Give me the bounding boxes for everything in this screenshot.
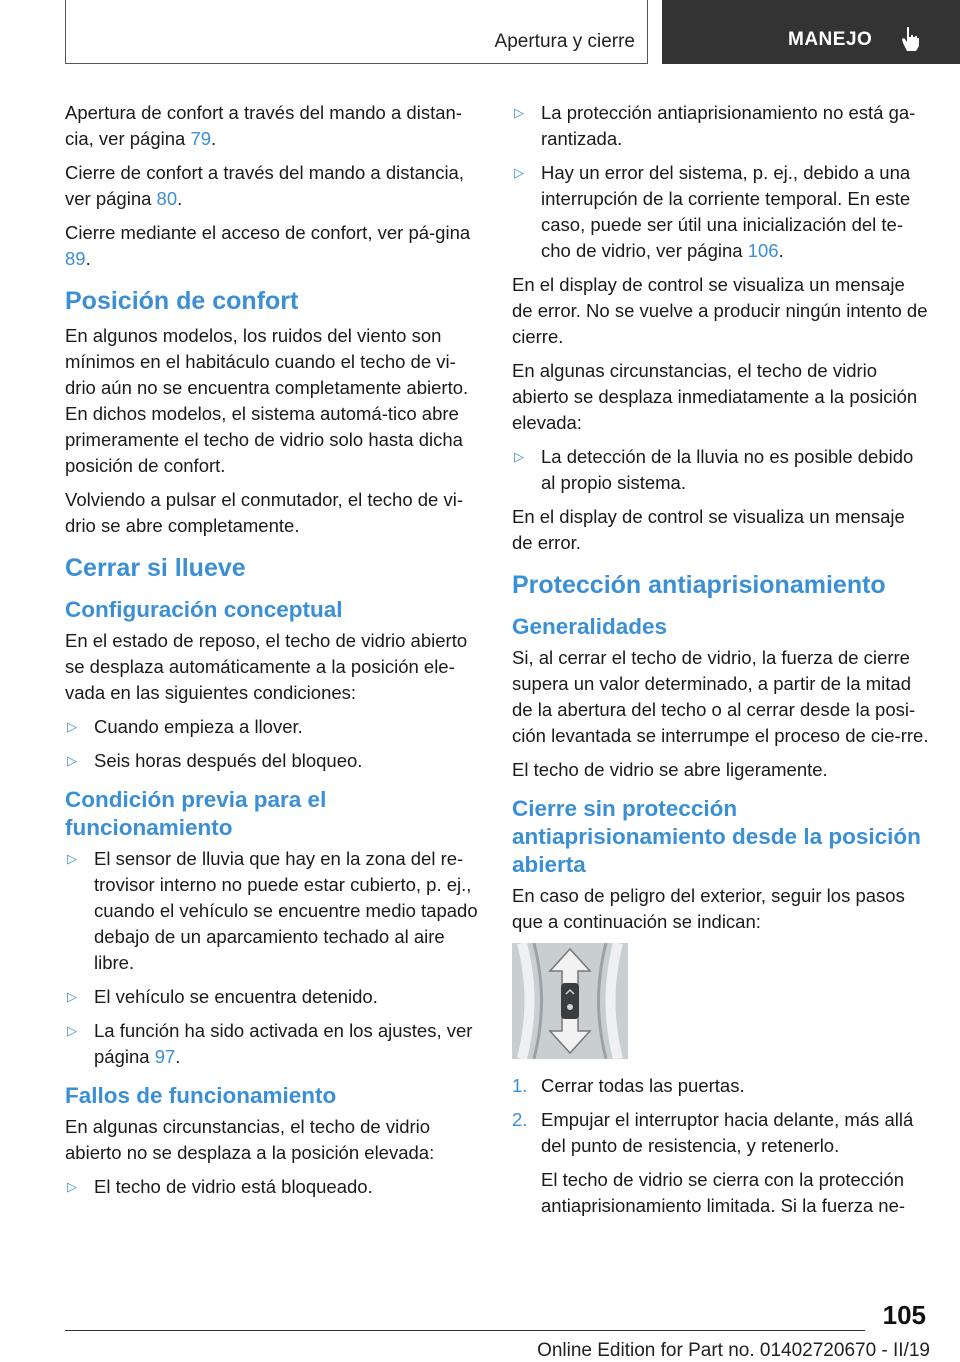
roof-switch-icon bbox=[512, 943, 628, 1059]
hand-pointing-icon bbox=[898, 25, 924, 53]
paragraph: El techo de vidrio se abre ligeramente. bbox=[512, 759, 828, 780]
page-link[interactable]: 89 bbox=[65, 248, 86, 269]
step-number: 2. bbox=[512, 1109, 528, 1130]
chapter-title: MANEJO bbox=[788, 29, 873, 50]
paragraph: En algunas circunstancias, el techo de vidrio abierto no se desplaza a la posición elevada: bbox=[65, 1116, 435, 1163]
page-link[interactable]: 80 bbox=[156, 188, 178, 209]
bullet-item: ▷ El techo de vidrio está bloqueado. bbox=[65, 1174, 483, 1200]
bullet-item: ▷ La función ha sido activada en los ajustes, ver página 97. bbox=[65, 1018, 483, 1070]
paragraph: Volviendo a pulsar el conmutador, el techo de vi‐drio se abre completamente. bbox=[65, 489, 463, 536]
bullet-item: ▷ Cuando empieza a llover. bbox=[65, 714, 483, 740]
paragraph: Cierre mediante el acceso de confort, ver pá‐gina 89. bbox=[65, 222, 471, 269]
bullet-item: ▷ El sensor de lluvia que hay en la zona del re‐trovisor interno no puede estar cubierto, p. ej., cuando el vehículo se encuentre medio tapado debajo de un aparcamiento techado al aire libre. bbox=[65, 846, 483, 976]
roof-switch-illustration bbox=[512, 943, 628, 1059]
heading-posicion: Posición de confort bbox=[65, 287, 299, 315]
page-number: 105 bbox=[882, 1300, 926, 1330]
bullet-item: ▷ La protección antiaprisionamiento no está ga‐rantizada. bbox=[512, 100, 930, 152]
paragraph: Cierre de confort a través del mando a distancia, ver página 80. bbox=[65, 162, 464, 209]
right-column bbox=[512, 100, 930, 1227]
bullet-item: ▷ El vehículo se encuentra detenido. bbox=[65, 984, 483, 1010]
paragraph: En caso de peligro del exterior, seguir los pasos que a continuación se indican: bbox=[512, 885, 905, 932]
heading-condicion: Condición previa para el funcionamiento bbox=[65, 787, 327, 840]
header-section-box bbox=[65, 0, 648, 64]
heading-generalidades: Generalidades bbox=[512, 614, 668, 639]
paragraph: En el display de control se visualiza un mensaje de error. bbox=[512, 506, 905, 553]
heading-proteccion: Protección antiaprisionamiento bbox=[512, 571, 886, 599]
paragraph: En el display de control se visualiza un mensaje de error. No se vuelve a producir ningún intento de cierre. bbox=[512, 274, 928, 347]
paragraph: En el estado de reposo, el techo de vidrio abierto se desplaza automáticamente a la posición ele‐vada en las siguientes condiciones: bbox=[65, 630, 468, 703]
page-link[interactable]: 79 bbox=[190, 128, 212, 149]
heading-config: Configuración conceptual bbox=[65, 597, 343, 622]
bullet-item: ▷ Hay un error del sistema, p. ej., debido a una interrupción de la corriente temporal. En este caso, puede ser útil una inicialización del te‐cho de vidrio, ver página 106. bbox=[512, 160, 930, 264]
edition-text: Online Edition for Part no. 01402720670 - II/19 bbox=[537, 1340, 930, 1361]
page-link[interactable]: 106 bbox=[747, 240, 779, 261]
paragraph: En algunos modelos, los ruidos del viento son mínimos en el habitáculo cuando el techo de vi‐drio aún no se encuentra completamente abierto. En dichos modelos, el sistema automá‐tico abre primeramente el techo de vidrio solo hasta dicha posición de confort. bbox=[65, 325, 469, 476]
bullet-item: ▷ La detección de la lluvia no es posible debido al propio sistema. bbox=[512, 444, 930, 496]
page-link[interactable]: 97 bbox=[154, 1046, 176, 1067]
paragraph: El techo de vidrio se cierra con la protección antiaprisionamiento limitada. Si la fuerza ne‐ bbox=[541, 1169, 906, 1216]
header-chapter-box bbox=[662, 0, 960, 64]
section-title: Apertura y cierre bbox=[494, 31, 635, 52]
step-item: 1. Cerrar todas las puertas. bbox=[512, 1073, 930, 1099]
paragraph: Si, al cerrar el techo de vidrio, la fuerza de cierre supera un valor determinado, a partir de la mitad de la abertura del techo o al cerrar desde la posi‐ción levantada se interrumpe el proceso de cie‐rre. bbox=[512, 647, 929, 746]
heading-fallos: Fallos de funcionamiento bbox=[65, 1083, 337, 1108]
heading-cerrar: Cerrar si llueve bbox=[65, 554, 246, 582]
paragraph: En algunas circunstancias, el techo de vidrio abierto se desplaza inmediatamente a la posición elevada: bbox=[512, 360, 918, 433]
left-column bbox=[65, 100, 483, 1208]
heading-cierre: Cierre sin protección antiaprisionamiento desde la posición abierta bbox=[512, 796, 921, 877]
step-number: 1. bbox=[512, 1075, 528, 1096]
footer-divider bbox=[65, 1330, 865, 1331]
step-item: 2. Empujar el interruptor hacia delante, más allá del punto de resistencia, y retenerlo. bbox=[512, 1109, 914, 1156]
bullet-item: ▷ Seis horas después del bloqueo. bbox=[65, 748, 483, 774]
paragraph: Apertura de confort a través del mando a distan‐cia, ver página 79. bbox=[65, 102, 462, 149]
